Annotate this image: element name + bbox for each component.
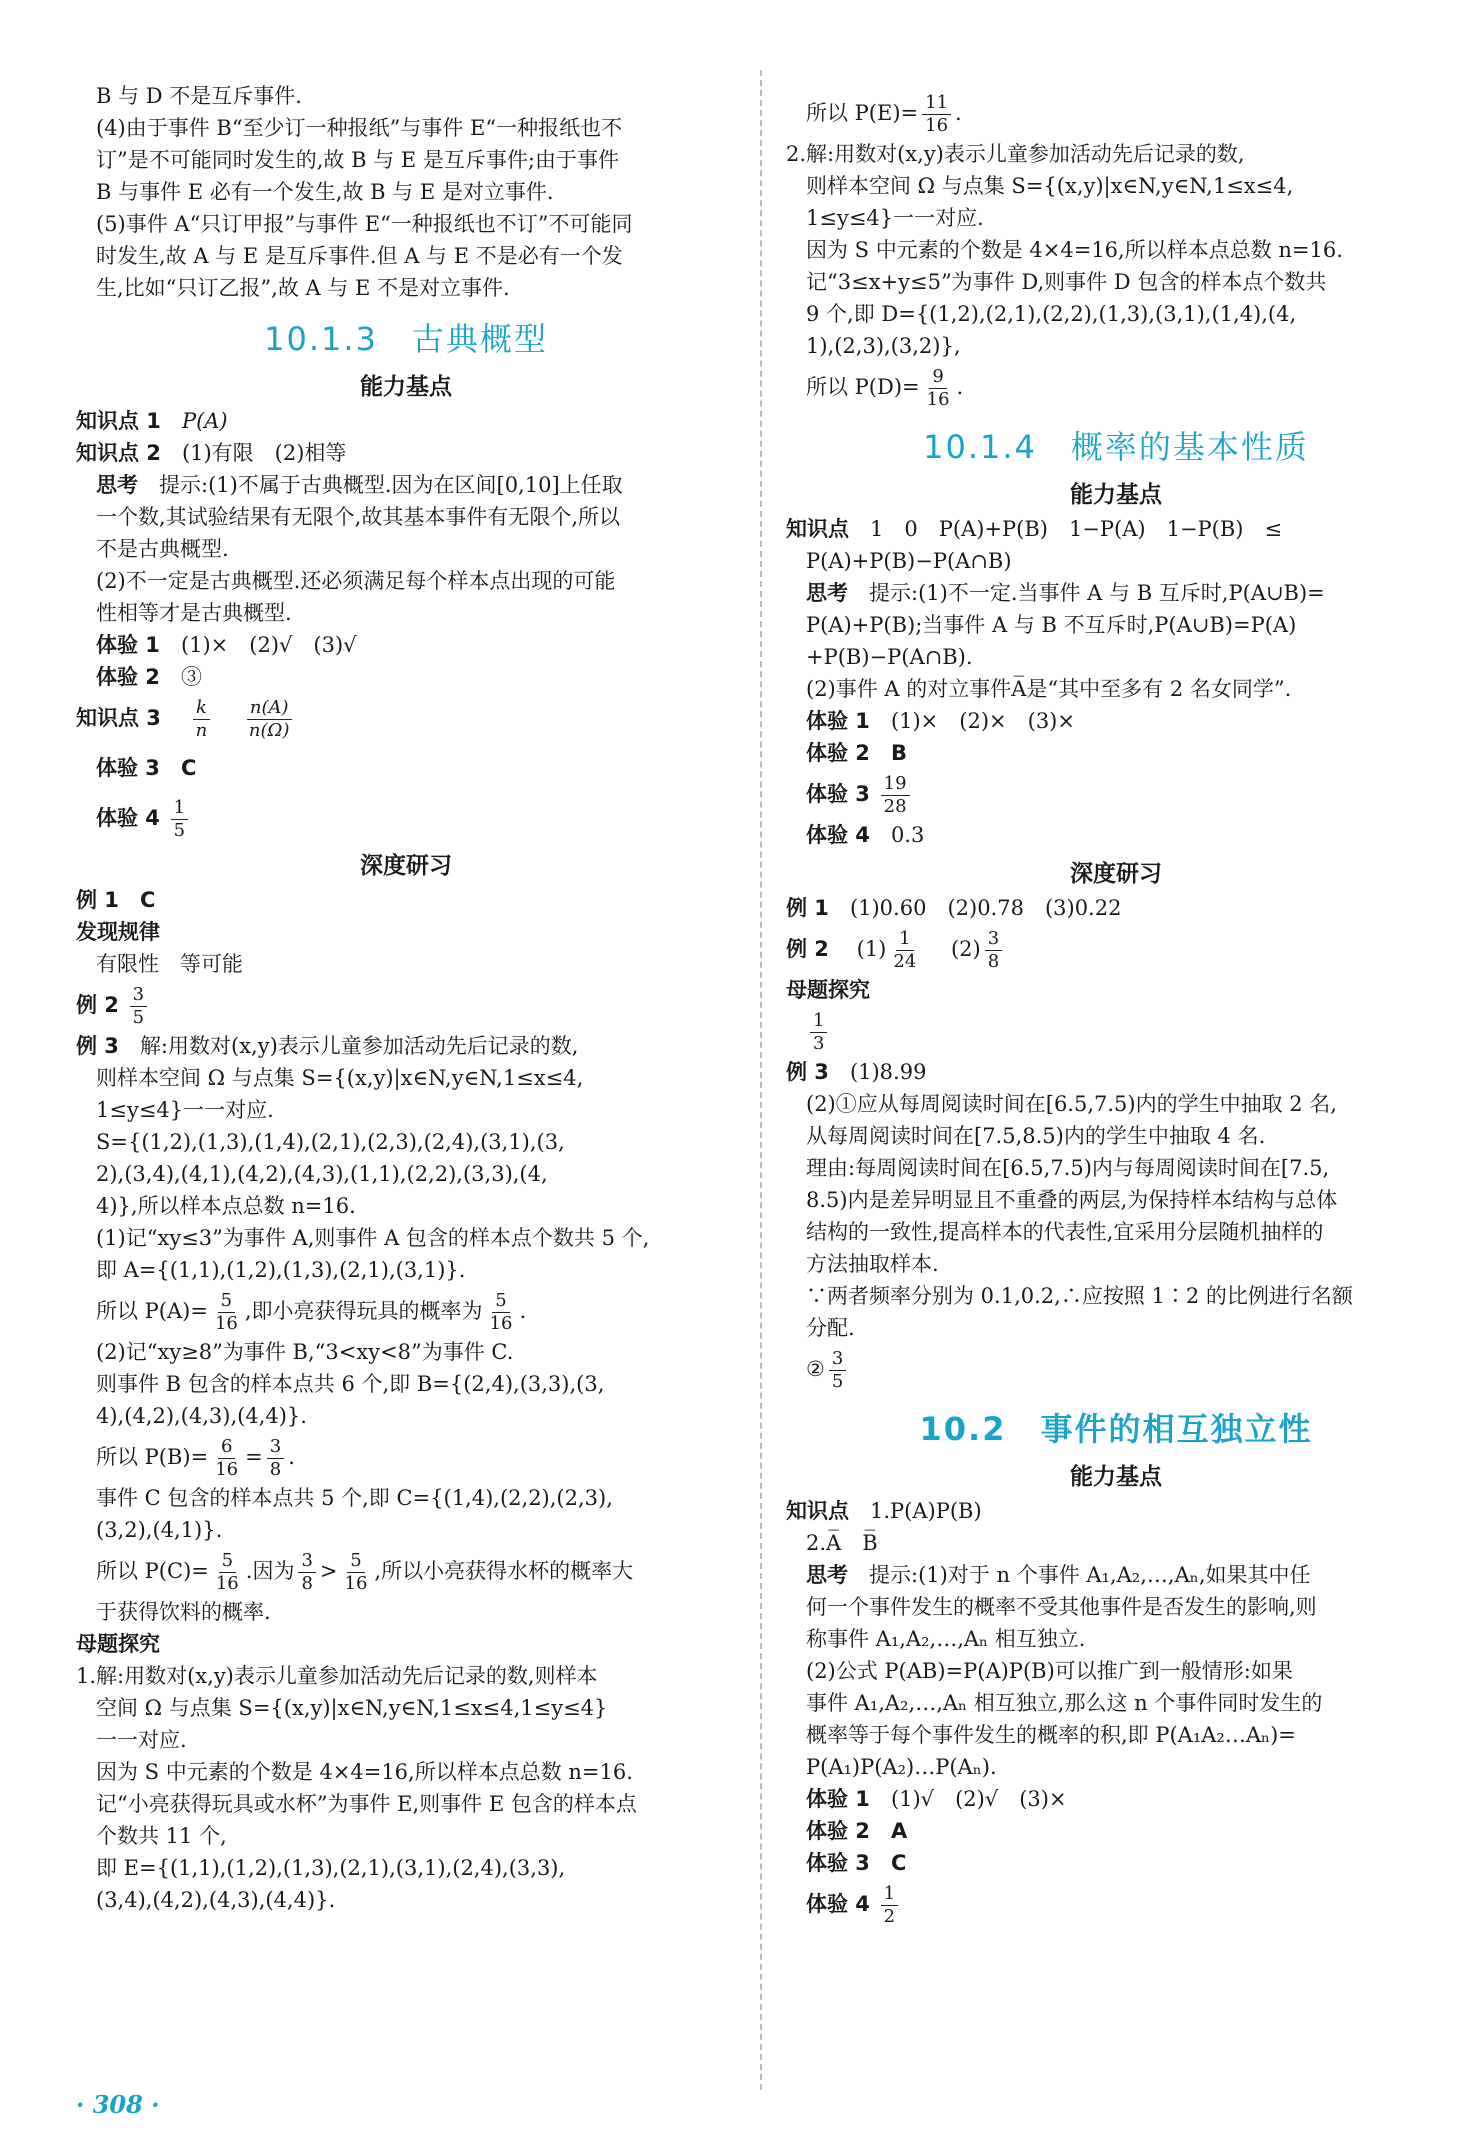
exp-label: 体验 4 — [806, 1892, 870, 1916]
kp-text: 1 0 P(A)+P(B) 1−P(A) 1−P(B) ≤ — [870, 517, 1283, 541]
kp-label: 知识点 2 — [76, 441, 161, 465]
formula-line: 所以 P(D)= $\frac{9}{16}$ . — [806, 366, 964, 410]
think-line: 事件 A₁,A₂,…,Aₙ 相互独立,那么这 n 个事件同时发生的 — [806, 1691, 1323, 1715]
solution-line: 1),(2,3),(3,2)}, — [806, 334, 961, 358]
think-line: 称事件 A₁,A₂,…,Aₙ 相互独立. — [806, 1627, 1086, 1651]
think-line: 何一个事件发生的概率不受其他事件是否发生的影响,则 — [806, 1595, 1317, 1619]
fraction: $\frac{1}{2}$ — [881, 1883, 898, 1928]
solution-line: 4),(4,2),(4,3),(4,4)}. — [96, 1404, 307, 1428]
top-lines — [76, 80, 736, 304]
kp-text: 1.P(A)P(B) — [870, 1499, 982, 1523]
solution-line: 从每周阅读时间在[7.5,8.5)内的学生中抽取 4 名. — [806, 1124, 1266, 1148]
think-line: (2)事件 A 的对立事件A̅是“其中至多有 2 名女同学”. — [806, 677, 1292, 701]
text-line: 订”是不可能同时发生的,故 B 与 E 是互斥事件;由于事件 — [96, 148, 619, 172]
exp-text: (1)× (2)√ (3)√ — [180, 633, 357, 657]
exp-text: (1)× (2)× (3)× — [890, 709, 1075, 733]
section-title: 10.1.4 概率的基本性质 — [923, 428, 1309, 466]
exp-text: (1)√ (2)√ (3)× — [890, 1787, 1067, 1811]
exp-label: 体验 3 — [96, 756, 160, 780]
solution-line: 分配. — [806, 1316, 855, 1340]
think-line: +P(B)−P(A∩B). — [806, 645, 973, 669]
think-line: 提示:(1)不属于古典概型.因为在区间[0,10]上任取 — [159, 473, 623, 497]
solution-line: 因为 S 中元素的个数是 4×4=16,所以样本点总数 n=16. — [806, 238, 1343, 262]
subsection-title: 能力基点 — [360, 374, 452, 400]
solution-line: 则样本空间 Ω 与点集 S={(x,y)|x∈N,y∈N,1≤x≤4, — [96, 1066, 584, 1090]
think-line: 性相等才是古典概型. — [96, 601, 292, 625]
example-label: 例 3 — [786, 1060, 829, 1084]
exp-text: B — [890, 741, 907, 765]
solution-line: 9 个,即 D={(1,2),(2,1),(2,2),(1,3),(3,1),(1,4),(4, — [806, 302, 1297, 326]
think-line: (2)不一定是古典概型.还必须满足每个样本点出现的可能 — [96, 569, 616, 593]
kp-label: 知识点 3 — [76, 706, 161, 730]
fraction: $\frac{3}{8}$ — [985, 928, 1002, 973]
example-text: (1)8.99 — [849, 1060, 927, 1084]
exp-label: 体验 3 — [806, 1851, 870, 1875]
solution-line: 1.解:用数对(x,y)表示儿童参加活动先后记录的数,则样本 — [76, 1664, 598, 1688]
example-label: 例 1 — [76, 888, 119, 912]
subsection-title: 能力基点 — [1070, 482, 1162, 508]
solution-line: 于获得饮料的概率. — [96, 1600, 271, 1624]
think-line: 概率等于每个事件发生的概率的积,即 P(A₁A₂…Aₙ)= — [806, 1723, 1296, 1747]
formula-line: 所以 P(C)= $\frac{5}{16}$ .因为 $\frac{3}{8}$ > $\frac{5}{16}$ ,所以小亮获得水杯的概率大 — [96, 1550, 634, 1594]
example-label: 例 2 — [76, 993, 119, 1017]
think-label: 思考 — [806, 1563, 848, 1587]
think-label: 思考 — [96, 473, 138, 497]
fraction: $\frac{n(A)}{n(\Omega)}$ — [246, 697, 293, 742]
exp-text: 0.3 — [890, 823, 925, 847]
think-line: P(A₁)P(A₂)…P(Aₙ). — [806, 1755, 997, 1779]
subsection-title: 能力基点 — [1070, 1464, 1162, 1490]
example-label: 例 1 — [786, 896, 829, 920]
example-label: 例 2 — [786, 937, 829, 961]
example-text: (1)0.60 (2)0.78 (3)0.22 — [849, 896, 1122, 920]
think-line: (2)公式 P(AB)=P(A)P(B)可以推广到一般情形:如果 — [806, 1659, 1293, 1683]
solution-line: 2.解:用数对(x,y)表示儿童参加活动先后记录的数, — [786, 142, 1245, 166]
formula-line: 所以 P(B)= $\frac{6}{16}$ = $\frac{3}{8}$ . — [96, 1436, 295, 1480]
text-line: B 与事件 E 必有一个发生,故 B 与 E 是对立事件. — [96, 180, 554, 204]
solution-line: 因为 S 中元素的个数是 4×4=16,所以样本点总数 n=16. — [96, 1760, 633, 1784]
think-line: 一个数,其试验结果有无限个,故其基本事件有无限个,所以 — [96, 505, 621, 529]
kp-label: 知识点 — [786, 517, 849, 541]
example-text: C — [139, 888, 156, 912]
column-divider — [760, 70, 762, 2090]
kp-label: 知识点 1 — [76, 409, 161, 433]
text-line: (4)由于事件 B“至少订一种报纸”与事件 E“一种报纸也不 — [96, 116, 623, 140]
text-line: (5)事件 A“只订甲报”与事件 E“一种报纸也不订”不可能同 — [96, 212, 633, 236]
think-line: P(A)+P(B);当事件 A 与 B 不互斥时,P(A∪B)=P(A) — [806, 613, 1297, 637]
left-column — [76, 80, 736, 1916]
think-line: 不是古典概型. — [96, 537, 229, 561]
solution-line: (1)记“xy≤3”为事件 A,则事件 A 包含的样本点个数共 5 个, — [96, 1226, 650, 1250]
solution-line: 记“3≤x+y≤5”为事件 D,则事件 D 包含的样本点个数共 — [806, 270, 1327, 294]
solution-line: 事件 C 包含的样本点共 5 个,即 C={(1,4),(2,2),(2,3), — [96, 1486, 613, 1510]
exp-label: 体验 3 — [806, 782, 870, 806]
solution-line: (2)记“xy≥8”为事件 B,“3<xy<8”为事件 C. — [96, 1340, 514, 1364]
page-number: · 308 · — [76, 2090, 160, 2119]
kp-text: P(A)+P(B)−P(A∩B) — [806, 549, 1012, 573]
solution-line: (3,4),(4,2),(4,3),(4,4)}. — [96, 1888, 336, 1912]
solution-line: 记“小亮获得玩具或水杯”为事件 E,则事件 E 包含的样本点 — [96, 1792, 637, 1816]
exp-text: A — [890, 1819, 908, 1843]
solution-line: 即 A={(1,1),(1,2),(1,3),(2,1),(3,1)}. — [96, 1258, 466, 1282]
solution-line: 4)},所以样本点总数 n=16. — [96, 1194, 356, 1218]
fraction: $\frac{1}{5}$ — [171, 797, 188, 842]
solution-line: 8.5)内是差异明显且不重叠的两层,为保持样本结构与总体 — [806, 1188, 1338, 1212]
mother-label: 母题探究 — [786, 978, 870, 1002]
example-label: 例 3 — [76, 1034, 119, 1058]
fraction: $\frac{3}{5}$ — [829, 1348, 846, 1393]
solution-line: 1≤y≤4}一一对应. — [96, 1098, 274, 1122]
rule-text: 有限性 等可能 — [96, 952, 243, 976]
text-line: 时发生,故 A 与 E 是互斥事件.但 A 与 E 不是必有一个发 — [96, 244, 623, 268]
subsection-title: 深度研习 — [360, 853, 452, 879]
formula-line: 所以 P(E)= $\frac{11}{16}$ . — [806, 92, 962, 136]
exp-label: 体验 2 — [806, 741, 870, 765]
fraction: $\frac{1}{3}$ — [810, 1010, 827, 1055]
solution-line: 解:用数对(x,y)表示儿童参加活动先后记录的数, — [139, 1034, 579, 1058]
solution-line: 个数共 11 个, — [96, 1824, 227, 1848]
exp-label: 体验 1 — [806, 709, 870, 733]
exp-label: 体验 4 — [96, 806, 160, 830]
solution-line: 理由:每周阅读时间在[6.5,7.5)内与每周阅读时间在[7.5, — [806, 1156, 1330, 1180]
fraction: $\frac{3}{5}$ — [130, 984, 147, 1029]
solution-line: 则事件 B 包含的样本点共 6 个,即 B={(2,4),(3,3),(3, — [96, 1372, 605, 1396]
exp-label: 体验 2 — [806, 1819, 870, 1843]
solution-line: 则样本空间 Ω 与点集 S={(x,y)|x∈N,y∈N,1≤x≤4, — [806, 174, 1294, 198]
fraction: $\frac{k}{n}$ — [193, 697, 211, 742]
kp-text: (1)有限 (2)相等 — [181, 441, 347, 465]
exp-label: 体验 1 — [806, 1787, 870, 1811]
exp-text: C — [180, 756, 197, 780]
solution-line: 2),(3,4),(4,1),(4,2),(4,3),(1,1),(2,2),(3,3),(4, — [96, 1162, 548, 1186]
kp-text: P(A) — [181, 409, 228, 433]
solution-line: (2)①应从每周阅读时间在[6.5,7.5)内的学生中抽取 2 名, — [806, 1092, 1337, 1116]
exp-text: C — [890, 1851, 907, 1875]
think-line: 提示:(1)不一定.当事件 A 与 B 互斥时,P(A∪B)= — [869, 581, 1325, 605]
solution-line: 方法抽取样本. — [806, 1252, 939, 1276]
solution-line: (3,2),(4,1)}. — [96, 1518, 223, 1542]
think-line: 提示:(1)对于 n 个事件 A₁,A₂,…,Aₙ,如果其中任 — [869, 1563, 1311, 1587]
section-title: 10.1.3 古典概型 — [264, 320, 548, 358]
subsection-title: 深度研习 — [1070, 861, 1162, 887]
mother-label: 母题探究 — [76, 1632, 160, 1656]
text-line: 生,比如“只订乙报”,故 A 与 E 不是对立事件. — [96, 276, 510, 300]
solution-line: 结构的一致性,提高样本的代表性,宜采用分层随机抽样的 — [806, 1220, 1324, 1244]
fraction: $\frac{19}{28}$ — [881, 773, 910, 818]
right-column: 所以 P(E)= $\frac{11}{16}$ . 2.解:用数对(x,y)表示儿童参加活动先后记录的数, 则样本空间 Ω 与点集 S={(x,y)|x∈N,y∈N,1≤x≤4, 1≤y≤4}一一对应. 因为 S 中元素的个数是 4×4=16,所以样本点总数 n=16. 记“3≤x+y≤5”为事件 D,则事件 D 包含的样本点个数共 9 个,即 D={(1,2),(2,1),(2,2),(1,3),(3,1),(1,4),(4, 1),(2,3),(3,2)}, 所以 P(D)= $\frac{9}{16}$ . 10.1.4 概率的基本性质 能力基点 知识点 1 0 P(A)+P(B) 1−P(A) 1−P(B) ≤ P(A)+P(B)−P(A∩B) 思考 提示:(1)不一定.当事件 A 与 B 互斥时,P(A∪B)= P(A)+P(B);当事件 A 与 B 不互斥时,P(A∪B)=P(A) +P(B)−P(A∩B). (2)事件 A 的对立事件A̅是“其中至多有 2 名女同学”. 体验 1 (1)× (2)× (3)× 体验 2 B 体验 3 $\frac{19}{28}$ 体验 4 0.3 深度研习 例 1 (1)0.60 (2)0.78 (3)0.22 例 2 (1) $\frac{1}{24}$ (2) $\frac{3}{8}$ 母题探究 $\frac{1}{3}$ 例 3 (1)8.99 (2)①应从每周阅读时间在[6.5,7.5)内的学生中抽取 2 名, 从每周阅读时间在[7.5,8.5)内的学生中抽取 4 名. 理由:每周阅读时间在[6.5,7.5)内与每周阅读时间在[7.5, 8.5)内是差异明显且不重叠的两层,为保持样本结构与总体 结构的一致性,提高样本的代表性,宜采用分层随机抽样的 方法抽取样本. ∵两者频率分别为 0.1,0.2,∴应按照 1∶2 的比例进行名额 分配. ② $\frac{3}{5}$ 10.2 事件的相互独立性 能力基点 知识点 1.P(A)P(B) 2.A̅ B̅ 思考 提示:(1)对于 n 个事件 A₁,A₂,…,Aₙ,如果其中任 何一个事件发生的概率不受其他事件是否发生的影响,则 称事件 A₁,A₂,…,Aₙ 相互独立. (2)公式 P(AB)=P(A)P(B)可以推广到一般情形:如果 事件 A₁,A₂,…,Aₙ 相互独立,那么这 n 个事件同时发生的 概率等于每个事件发生的概率的积,即 P(A₁A₂…Aₙ)= P(A₁)P(A₂)…P(Aₙ). 体验 1 (1)√ (2)√ (3)× 体验 2 A 体验 3 C 体验 4 $\frac{1}{2}$ — [786, 88, 1446, 1929]
rule-label: 发现规律 — [76, 920, 160, 944]
kp-label: 知识点 — [786, 1499, 849, 1523]
solution-line: 空间 Ω 与点集 S={(x,y)|x∈N,y∈N,1≤x≤4,1≤y≤4} — [96, 1696, 608, 1720]
exp-label: 体验 4 — [806, 823, 870, 847]
exp-label: 体验 1 — [96, 633, 160, 657]
solution-line: 即 E={(1,1),(1,2),(1,3),(2,1),(3,1),(2,4),(3,3), — [96, 1856, 566, 1880]
solution-line: 一一对应. — [96, 1728, 187, 1752]
section-title: 10.2 事件的相互独立性 — [919, 1410, 1313, 1448]
formula-line: 所以 P(A)= $\frac{5}{16}$ ,即小亮获得玩具的概率为 $\frac{5}{16}$ . — [96, 1290, 527, 1334]
fraction: $\frac{1}{24}$ — [893, 928, 917, 972]
solution-line: S={(1,2),(1,3),(1,4),(2,1),(2,3),(2,4),(3,1),(3, — [96, 1130, 565, 1154]
solution-line: 1≤y≤4}一一对应. — [806, 206, 984, 230]
kp-text: 2.A̅ B̅ — [806, 1531, 878, 1555]
text-line: B 与 D 不是互斥事件. — [96, 84, 302, 108]
exp-label: 体验 2 — [96, 665, 160, 689]
solution-line: ∵两者频率分别为 0.1,0.2,∴应按照 1∶2 的比例进行名额 — [806, 1284, 1353, 1308]
think-label: 思考 — [806, 581, 848, 605]
exp-text: ③ — [180, 665, 202, 689]
